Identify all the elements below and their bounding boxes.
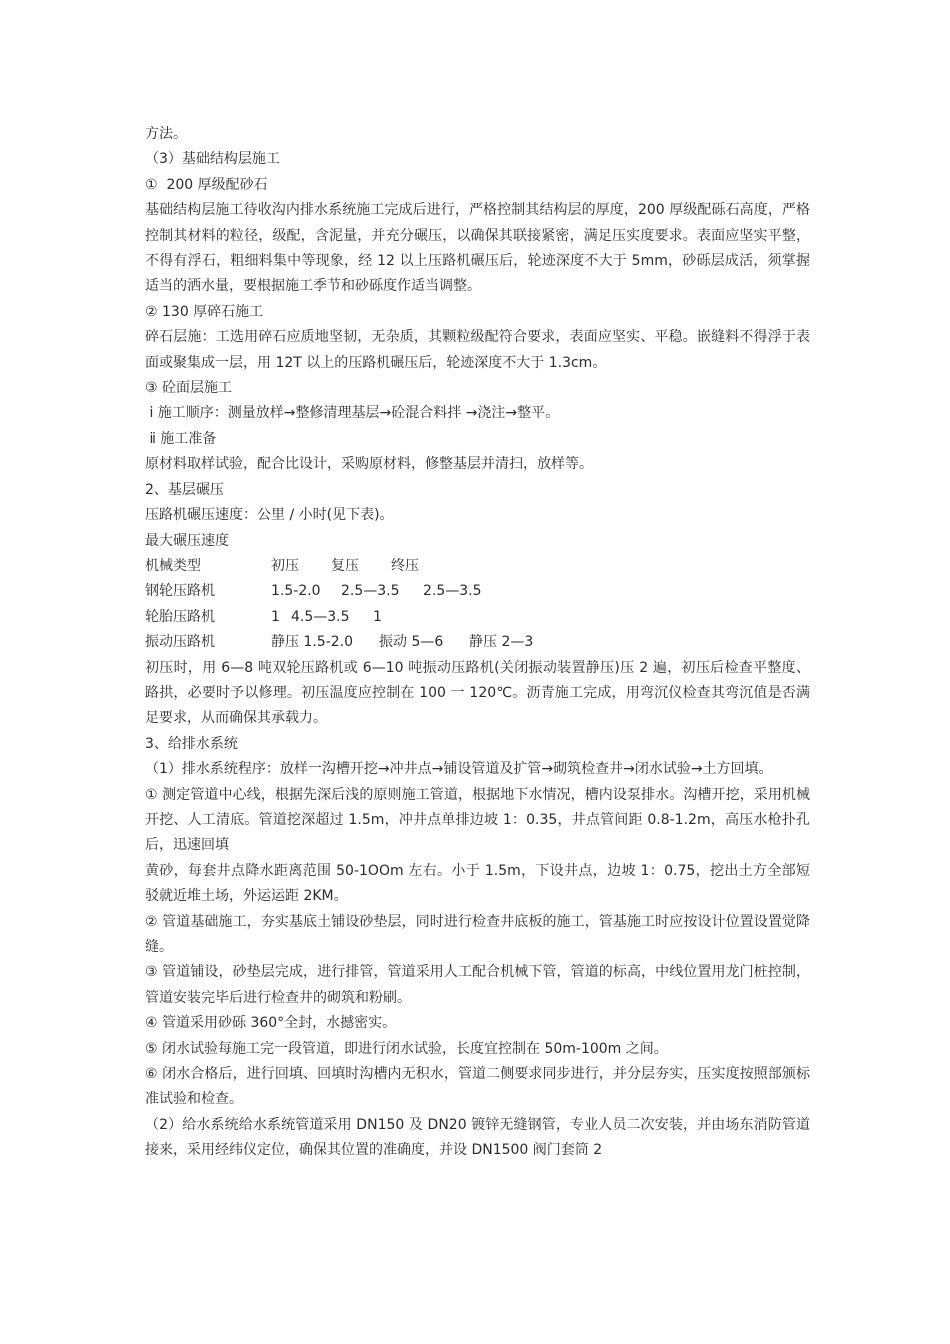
section-heading: 3、给排水系统 [145,735,238,752]
paragraph: 黄砂，每套井点降水距离范围 50-1OOm 左右。小于 1.5m，下设井点，边坡 1：0.75，挖出土方全部短驳就近堆土场，外运运距 2KM。 [145,862,810,905]
paragraph: ⑥ 闭水合格后，进行回填、回填时沟槽内无积水，管道二侧要求同步进行，并分层夯实，压实度按照部颁标准试验和检查。 [145,1066,810,1108]
table-cell: 1 [373,608,382,625]
paragraph: ② 管道基础施工，夯实基底土铺设砂垫层，同时进行检查井底板的施工，管基施工时应按设计位置设置觉降缝。 [145,913,810,955]
paragraph: 碎石层施：工选用碎石应质地坚韧，无杂质，其颗粒级配符合要求，表面应坚实、平稳。嵌缝料不得浮于表面或聚集成一层，用 12T 以上的压路机碾压后，轮迹深度不大于 1.3cm。 [145,329,810,371]
text-line: 方法。 [145,126,187,142]
paragraph: （2）给水系统给水系统管道采用 DN150 及 DN20 镀锌无缝钢管，专业人员二次安装，并由场东消防管道接来，采用经纬仪定位，确保其位置的准确度，并设 DN1500 阀门套筒 2 [145,1116,810,1159]
table-row [145,605,810,630]
table-row [145,579,810,604]
table-cell: 钢轮压路机 [145,583,215,600]
subsection-heading: ② 130 厚碎石施工 [145,303,264,320]
text-line: ⅰ 施工顺序：测量放样→整修清理基层→砼混合料拌 →浇注→整平。 [145,405,560,422]
paragraph: 基础结构层施工待收沟内排水系统施工完成后进行，严格控制其结构层的厚度，200 厚级配砾石高度，严格控制其材料的粒径，级配，含泥量，并充分碾压，以确保其联接紧密，满足压实度要求。表面应坚实平整，不得有浮石，粗细料集中等现象，经 12 以上压路机碾压后，轮迹深度不大于 5mm，砂砾层成活，须掌握适当的洒水量，要根据施工季节和砂砾度作适当调整。 [145,202,810,295]
text-line: ⅱ 施工准备 [145,430,217,447]
table-cell: 静压 1.5-2.0 [271,634,354,651]
table-cell: 1 [271,608,280,625]
table-header-cell: 终压 [391,557,419,574]
table-caption: 最大碾压速度 [145,532,229,549]
table-cell: 静压 2—3 [469,634,534,651]
table-cell: 2.5—3.5 [341,583,400,600]
subsection-heading: ③ 砼面层施工 [145,380,233,397]
table-header-cell: 机械类型 [145,557,201,574]
paragraph: 初压时，用 6—8 吨双轮压路机或 6—10 吨振动压路机(关闭振动装置静压)压 2 遍，初压后检查平整度、路拱，必要时予以修理。初压温度应控制在 100 一 120℃。沥青施工完成，用弯沉仪检查其弯沉值是否满足要求，从而确保其承载力。 [145,659,810,727]
section-heading: 2、基层碾压 [145,481,224,498]
table-cell: 4.5—3.5 [291,608,350,625]
table-cell: 1.5-2.0 [271,583,321,600]
table-cell: 轮胎压路机 [145,608,215,625]
text-line: ④ 管道采用砂砾 360°全封，水撼密实。 [145,1015,397,1032]
document-page [145,122,810,1164]
table-cell: 振动 5—6 [379,634,444,651]
table-cell: 2.5—3.5 [423,583,482,600]
text-line: 原材料取样试验，配合比设计，采购原材料，修整基层并清扫，放样等。 [145,456,593,473]
table-cell: 振动压路机 [145,634,215,651]
paragraph: ③ 管道铺设，砂垫层完成，进行排管，管道采用人工配合机械下管，管道的标高，中线位置用龙门桩控制，管道安装完毕后进行检查井的砌筑和粉刷。 [145,964,810,1006]
subsection-heading: ① 200 厚级配砂石 [145,176,268,193]
table-header-cell: 初压 [271,557,299,574]
text-line: ⑤ 闭水试验每施工完一段管道，即进行闭水试验，长度宜控制在 50m-100m 之间。 [145,1040,668,1057]
table-header-cell: 复压 [331,557,359,574]
section-heading: （3）基础结构层施工 [145,151,280,168]
table-row [145,630,810,655]
paragraph: ① 测定管道中心线，根据先深后浅的原则施工管道，根据地下水情况，槽内设泵排水。沟槽开挖，采用机械开挖、人工清底。管道挖深超过 1.5m，冲井点单排边坡 1：0.35，井点管间距 0.8-1.2m，高压水枪扑孔后，迅速回填 [145,786,810,854]
table-header-row [145,554,810,579]
paragraph: （1）排水系统程序：放样一沟槽开挖→冲井点→铺设管道及扩管→砌筑检查井→闭水试验→土方回填。 [145,761,773,778]
text-line: 压路机碾压速度：公里 / 小时(见下表)。 [145,507,394,524]
